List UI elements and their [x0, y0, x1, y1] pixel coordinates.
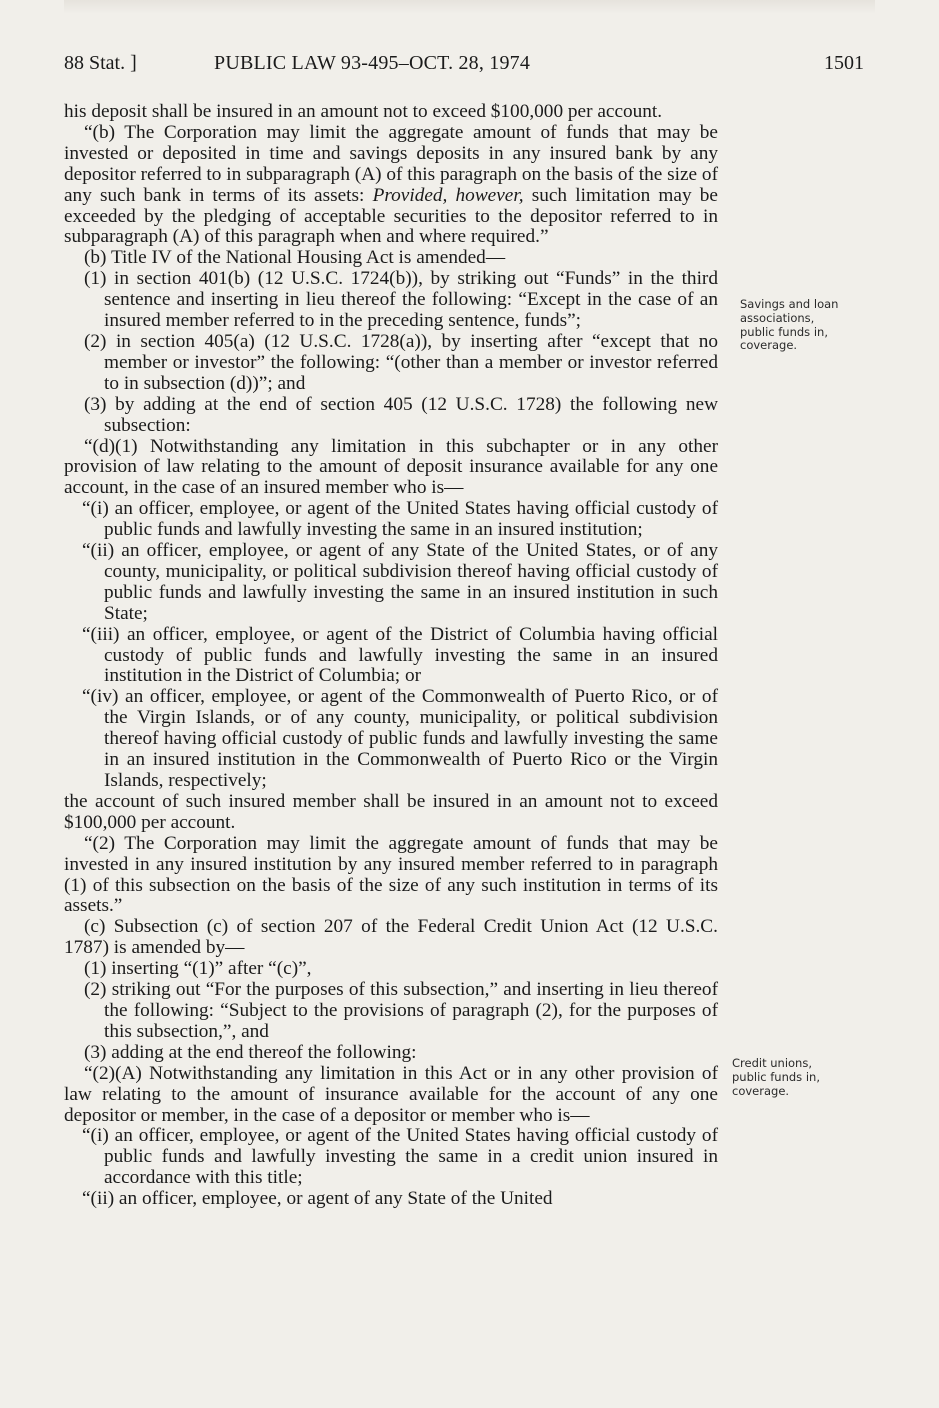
page-header	[64, 52, 864, 82]
paragraph: “(ii) an officer, employee, or agent of any State of the United States, or of any county, municipality, or political subdivision thereof having official custody of public funds and lawfully investing the same in an insured institution in such State;	[82, 540, 718, 624]
paragraph: “(iii) an officer, employee, or agent of the District of Columbia having official custody of public funds and lawfully investing the same in an insured institution in the District of Columbia; or	[82, 623, 718, 687]
paragraph: (2) in section 405(a) (12 U.S.C. 1728(a)), by inserting after “except that no member or investor” the following: “(other than a member or investor referred to in subsection (d))”; and	[84, 330, 718, 394]
paragraph: the account of such insured member shall be insured in an amount not to exceed $100,000 per account.	[64, 790, 718, 833]
page-number: 1501	[824, 52, 864, 74]
paragraph: (1) inserting “(1)” after “(c)”,	[84, 958, 312, 980]
paragraph: (3) by adding at the end of section 405 (12 U.S.C. 1728) the following new subsection:	[84, 393, 718, 436]
paragraph: “(2) The Corporation may limit the aggregate amount of funds that may be invested in any insured institution by any insured member referred to in paragraph (1) of this subsection on the basis of the size of any such institution in terms of its assets.”	[64, 832, 718, 917]
paragraph: (1) in section 401(b) (12 U.S.C. 1724(b)), by striking out “Funds” in the third sentence and inserting in lieu thereof the following: “Except in the case of an insured member referred to in the preceding sentence, funds”;	[84, 268, 718, 332]
body-text	[64, 102, 718, 1210]
paragraph: (3) adding at the end thereof the following:	[84, 1041, 417, 1063]
paragraph: (c) Subsection (c) of section 207 of the Federal Credit Union Act (12 U.S.C. 1787) is amended by—	[64, 916, 718, 959]
marginal-note-credit-unions: Credit unions, public funds in, coverage.	[732, 1056, 820, 1098]
paragraph-text: “(b) The Corporation may limit the aggregate amount of funds that may be invested or deposited in time and savings deposits in any insured bank by any depositor referred to in subparagraph (A) of this paragraph on the basis of the size of any such bank in terms of its assets:	[64, 121, 718, 206]
scan-shadow	[64, 0, 875, 14]
paragraph: “(d)(1) Notwithstanding any limitation in this subchapter or in any other provision of law relating to the amount of deposit insurance available for any one account, in the case of an insured member who is—	[64, 435, 718, 499]
paragraph: “(i) an officer, employee, or agent of the United States having official custody of public funds and lawfully investing the same in an insured institution;	[82, 498, 718, 541]
paragraph: his deposit shall be insured in an amount not to exceed $100,000 per account.	[64, 101, 663, 122]
marginal-note-savings-loan: Savings and loan associations, public funds in, coverage.	[740, 297, 839, 353]
law-title: PUBLIC LAW 93-495–OCT. 28, 1974	[214, 52, 531, 74]
proviso-italic: Provided, however,	[372, 184, 524, 206]
statute-volume: 88 Stat. ]	[64, 52, 137, 74]
paragraph: “(iv) an officer, employee, or agent of the Commonwealth of Puerto Rico, or of the Virgin Islands, or of any county, municipality, or political subdivision thereof having official custody of public funds and lawfully investing the same in an insured institution in the Commonwealth of Puerto Rico or the Virgin Islands, respectively;	[82, 686, 718, 791]
paragraph	[64, 123, 718, 248]
paragraph: (2) striking out “For the purposes of this subsection,” and inserting in lieu thereof the following: “Subject to the provisions of paragraph (2), for the purposes of this subsection,”, and	[84, 979, 718, 1042]
paragraph: “(ii) an officer, employee, or agent of any State of the United	[82, 1188, 553, 1210]
paragraph-continuation: pledging of acceptable securities to the depositor referred to in subparagraph (A) of this paragraph when and where required.”	[64, 205, 718, 248]
paragraph: (b) Title IV of the National Housing Act is amended—	[84, 247, 506, 269]
paragraph: “(i) an officer, employee, or agent of the United States having official custody of public funds and lawfully investing the same in a credit union insured in accordance with this title;	[82, 1125, 718, 1189]
paragraph: “(2)(A) Notwithstanding any limitation in this Act or in any other provision of law relating to the amount of insurance available for the account of any one depositor or member, in the case of a depositor or member who is—	[64, 1062, 718, 1126]
proviso-text: such limitation may be exceeded by the	[64, 184, 718, 227]
